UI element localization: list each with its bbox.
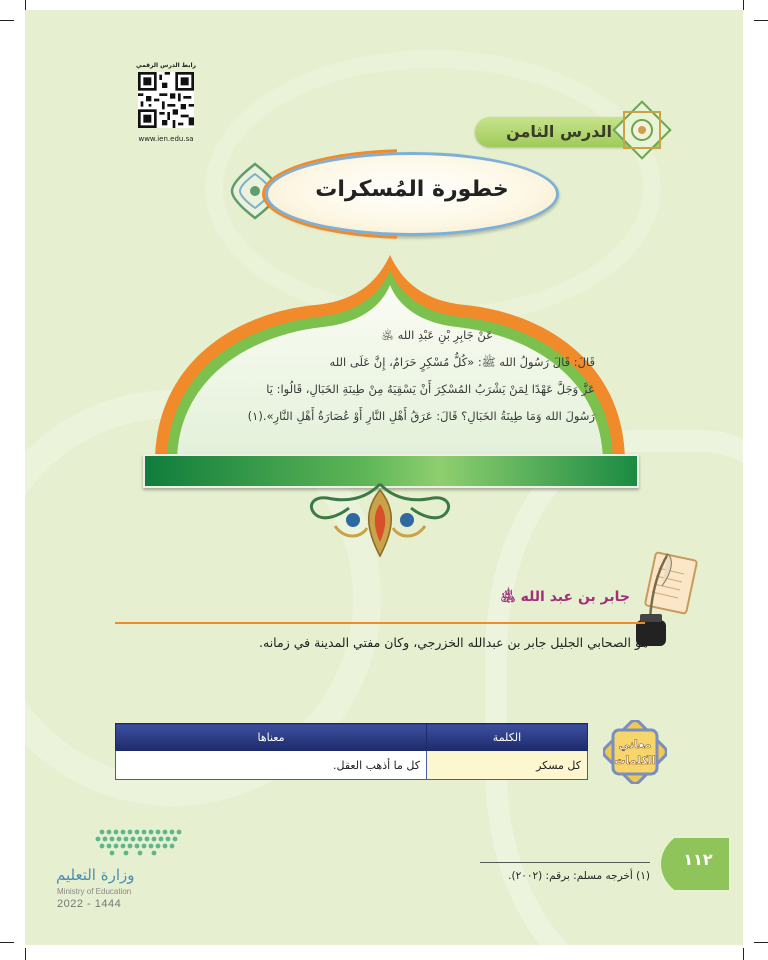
qr-url[interactable]: www.ien.edu.sa: [138, 135, 194, 143]
hadith-line: عَزَّ وَجَلَّ عَهْدًا لِمَنْ يَشْرَبُ المُسْكِرَ أَنْ يَسْقِيَهُ مِنْ طِينَةِ الخَبَالِ، قَالُوا: يَا: [266, 382, 595, 396]
column-header-meaning: معناها: [116, 724, 427, 751]
qr-label: رابط الدرس الرقمي: [136, 62, 196, 69]
vocabulary-meaning: كل ما أذهب العقل.: [116, 751, 427, 780]
companion-name: جابر بن عبد الله ﵁: [500, 589, 630, 605]
vocabulary-badge-label: الكلمات: [614, 754, 656, 767]
companion-bio: هو الصحابي الجليل جابر بن عبدالله الخزرجي، وكان مفتي المدينة في زمانه.: [259, 635, 648, 650]
qr-code-icon[interactable]: [138, 72, 194, 128]
vocabulary-word: كل مسكر: [427, 751, 588, 780]
page-number: ١١٢: [683, 850, 713, 869]
vocabulary-table: [115, 723, 588, 780]
trim-mark: [754, 20, 768, 21]
footnote: (١) أخرجه مسلم: برقم: (٢٠٠٢).: [508, 870, 650, 882]
arabesque-ornament-icon: [610, 98, 674, 162]
qr-block: [129, 62, 203, 143]
vocabulary-badge-icon: [603, 720, 667, 784]
lesson-number-label: الدرس الثامن: [506, 122, 612, 141]
lesson-title-frame: [265, 152, 559, 236]
trim-mark: [0, 20, 14, 21]
section-divider: [115, 622, 645, 624]
ministry-logo-icon: [58, 826, 188, 866]
edition-year: 2022 - 1444: [57, 898, 122, 910]
lesson-title: خطورة المُسكرات: [315, 177, 509, 202]
trim-mark: [743, 0, 744, 10]
trim-mark: [25, 948, 26, 960]
floral-ornament-icon: [305, 480, 455, 562]
hadith-line: عَنْ جَابِرِ بْنِ عَبْدِ الله ﵁: [381, 328, 493, 342]
trim-mark: [0, 942, 14, 943]
table-row: [116, 751, 588, 780]
hadith-line: قَالَ: قَالَ رَسُولُ الله ﷺ: «كُلُّ مُسْكِرٍ حَرَامٌ، إِنَّ عَلَى الله: [329, 355, 595, 369]
hadith-text: [195, 322, 595, 430]
trim-mark: [25, 0, 26, 10]
ministry-name-arabic: وزارة التعليم: [56, 866, 135, 884]
footnote-divider: [480, 862, 650, 863]
table-header-row: [116, 724, 588, 751]
column-header-word: الكلمة: [427, 724, 588, 751]
trim-mark: [743, 948, 744, 960]
vocabulary-badge-label: معاني: [618, 738, 652, 751]
ministry-name-english: Ministry of Education: [57, 887, 132, 896]
trim-mark: [754, 942, 768, 943]
hadith-line: رَسُولَ الله وَمَا طِينَةُ الخَبَالِ؟ قَالَ: عَرَقُ أَهْلِ النَّارِ أَوْ عُصَارَةُ أَهْلِ النَّارِ».(١): [247, 409, 595, 423]
